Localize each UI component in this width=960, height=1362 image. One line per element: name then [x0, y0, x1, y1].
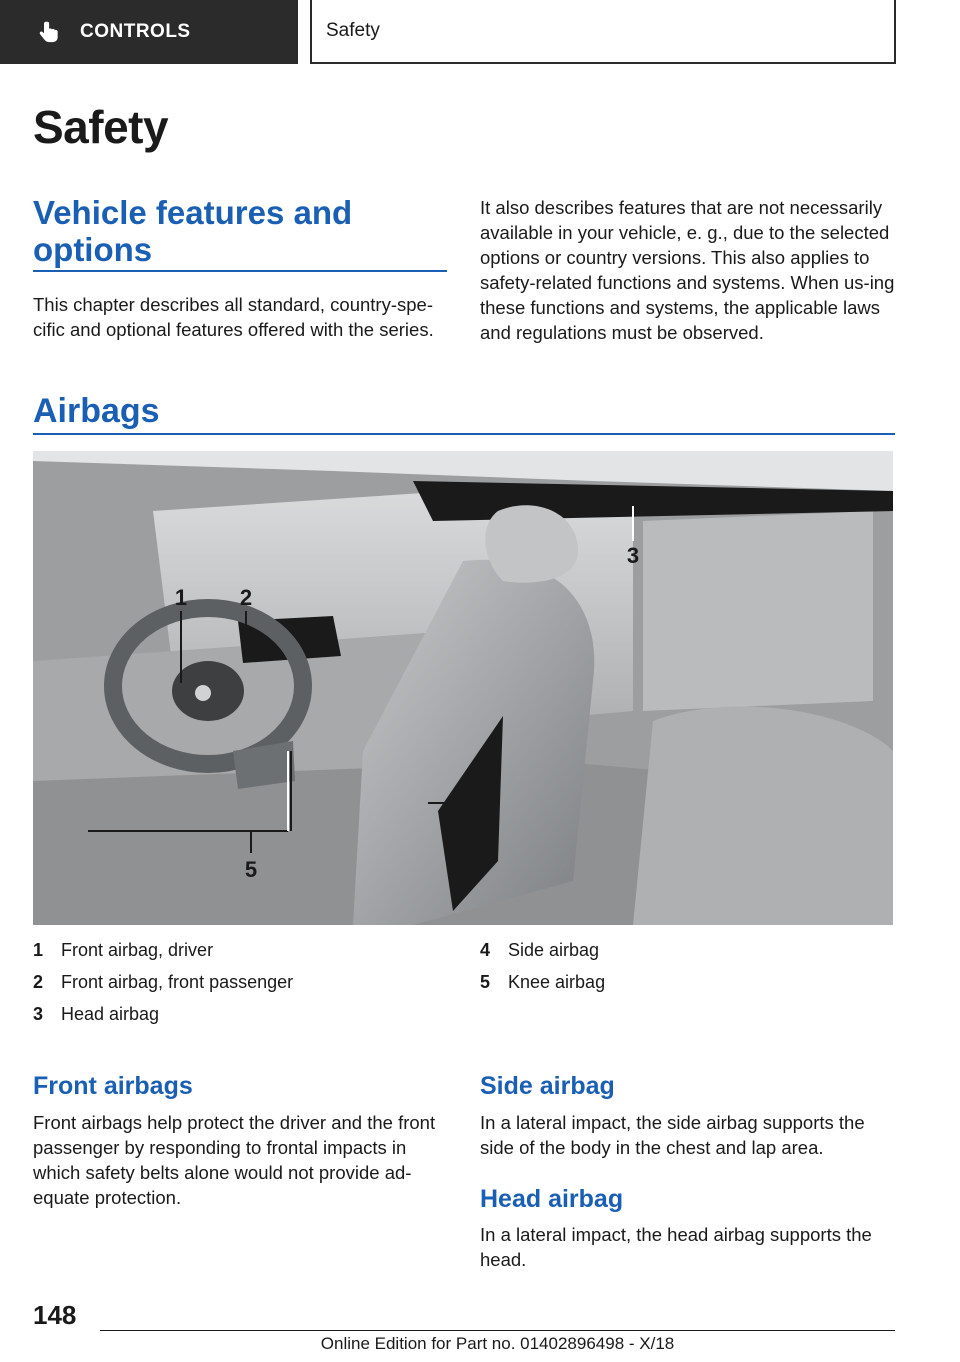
- legend-label: Front airbag, front passenger: [61, 972, 294, 992]
- vehicle-features-heading: Vehicle features and options: [33, 194, 353, 268]
- legend-number: 1: [33, 940, 44, 960]
- legend-item: [480, 966, 605, 998]
- footer-rule: [100, 1330, 895, 1331]
- legend-item: [33, 998, 293, 1030]
- vehicle-features-rule: [33, 270, 447, 272]
- callout-3: 3: [626, 543, 640, 568]
- legend-label: Knee airbag: [508, 972, 606, 992]
- airbag-legend-right: [480, 934, 605, 998]
- legend-number: 4: [480, 940, 491, 960]
- page-number: 148: [33, 1300, 77, 1330]
- page-title: Safety: [33, 101, 169, 153]
- section-tab-label: CONTROLS: [80, 21, 191, 42]
- legend-label: Side airbag: [508, 940, 600, 960]
- callout-5: 5: [244, 857, 258, 882]
- airbag-legend-left: [33, 934, 293, 1030]
- airbag-locations-figure: [33, 451, 893, 925]
- legend-number: 2: [33, 972, 44, 992]
- legend-item: [480, 934, 605, 966]
- legend-label: Front airbag, driver: [61, 940, 214, 960]
- side-airbag-heading: Side airbag: [480, 1072, 615, 1100]
- head-airbag-text: In a lateral impact, the head airbag supports the head.: [480, 1224, 872, 1270]
- chapter-tab[interactable]: [310, 0, 896, 64]
- callout-1: 1: [174, 585, 188, 610]
- legend-item: [33, 966, 293, 998]
- callout-2: 2: [239, 585, 253, 610]
- section-tab-controls[interactable]: [0, 0, 298, 64]
- legend-item: [33, 934, 293, 966]
- legend-label: Head airbag: [61, 1004, 160, 1024]
- head-airbag-heading: Head airbag: [480, 1185, 624, 1213]
- car-interior-illustration: [33, 451, 893, 925]
- vehicle-features-paragraph-2: It also describes features that are not necessarily available in your vehicle, e. g., due to the selected options or country versions. This also applies to safety-related functions and systems. When us-ing these functions and systems, the applicable laws and regulations must be observed.: [480, 197, 895, 343]
- chapter-tab-label: Safety: [326, 20, 380, 41]
- callout-4: 4: [481, 791, 494, 816]
- airbags-rule: [33, 433, 895, 435]
- vehicle-features-paragraph-1: This chapter describes all standard, country-spe-cific and optional features offered with the series.: [33, 294, 434, 340]
- front-airbags-text: Front airbags help protect the driver and the front passenger by responding to frontal impacts in which safety belts alone would not provide ad-equate protection.: [33, 1112, 436, 1208]
- front-airbags-heading: Front airbags: [33, 1072, 193, 1100]
- legend-number: 3: [33, 1004, 44, 1024]
- airbags-heading: Airbags: [33, 392, 160, 430]
- footer-edition: Online Edition for Part no. 01402896498 - X/18: [320, 1334, 675, 1353]
- pointing-hand-icon: [36, 19, 62, 45]
- legend-number: 5: [480, 972, 491, 992]
- side-airbag-text: In a lateral impact, the side airbag supports the side of the body in the chest and lap area.: [480, 1112, 865, 1158]
